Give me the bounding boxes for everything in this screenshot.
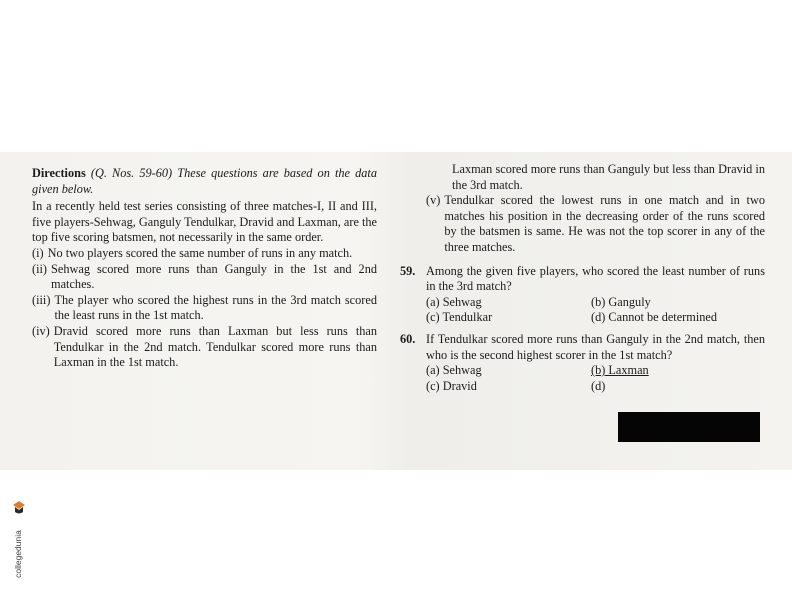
condition-i [32, 246, 377, 262]
condition-text: Dravid scored more runs than Laxman but less runs than Tendulkar in the 2nd match. Tendulkar scored more runs than Laxman in the 1st match. [53, 323, 377, 370]
condition-text: No two players scored the same number of runs in any match. [47, 245, 353, 260]
question-60 [400, 332, 765, 394]
condition-text: Sehwag scored more runs than Ganguly in the 1st and 2nd matches. [51, 261, 377, 292]
question-59 [400, 264, 765, 326]
condition-text: Tendulkar scored the lowest runs in one match and in two matches his position in the decreasing order of the runs scored by the batsmen is same. He was not the top scorer in any of the three matches. [444, 193, 765, 254]
directions-range: (Q. Nos. 59-60) [90, 166, 173, 180]
question-number: 59. [400, 263, 416, 278]
condition-number: (iii) [32, 292, 51, 307]
condition-v [400, 193, 765, 255]
options [426, 295, 765, 326]
condition-text: The player who scored the highest runs in the 3rd match scored the least runs in the 1st match. [54, 292, 377, 323]
option-d: (d) Cannot be determined [591, 310, 718, 325]
option-d: (d) [591, 378, 606, 393]
watermark [8, 500, 30, 586]
redaction-box [618, 412, 760, 442]
option-b: (b) Laxman [591, 363, 649, 378]
left-column [32, 166, 377, 371]
condition-number: (ii) [32, 261, 48, 276]
directions-text: These questions are based on the data given below. [32, 166, 377, 196]
condition-iv [32, 324, 377, 371]
condition-number: (iv) [32, 323, 50, 338]
question-text: If Tendulkar scored more runs than Ganguly in the 2nd match, then who is the second highest scorer in the 1st match? [426, 331, 765, 362]
option-a: (a) Sehwag [426, 294, 482, 309]
condition-iv-continued: Laxman scored more runs than Ganguly but less than Dravid in the 3rd match. [452, 162, 765, 192]
options [426, 363, 765, 394]
intro-paragraph: In a recently held test series consisting of three matches-I, II and III, five players-Sehwag, Ganguly Tendulkar, Dravid and Laxman, are the top five scoring batsmen, not necessarily in the same order. [32, 199, 378, 245]
condition-ii [32, 262, 377, 293]
option-c: (c) Dravid [426, 378, 477, 393]
directions-label: Directions [32, 166, 86, 180]
condition-iii [32, 293, 377, 324]
option-c: (c) Tendulkar [426, 310, 493, 325]
directions [32, 166, 377, 197]
collegedunia-logo-icon [12, 500, 26, 516]
option-a: (a) Sehwag [426, 363, 482, 378]
condition-number: (i) [32, 245, 44, 260]
watermark-text: collegedunia [13, 530, 23, 578]
question-text: Among the given five players, who scored the least number of runs in the 3rd match? [426, 263, 765, 294]
question-number: 60. [400, 331, 416, 346]
option-b: (b) Ganguly [591, 294, 651, 309]
right-column [400, 162, 765, 394]
condition-number: (v) [426, 193, 441, 208]
